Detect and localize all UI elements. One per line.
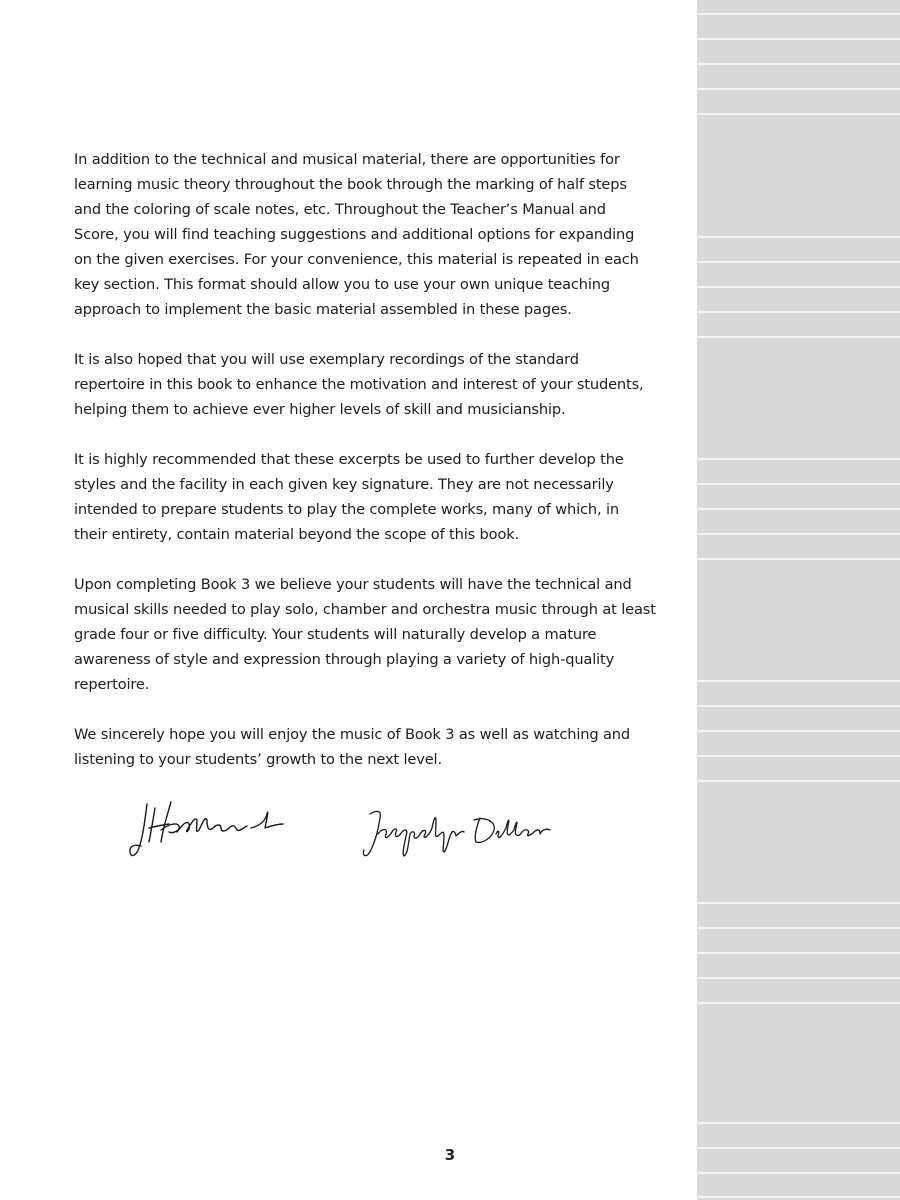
staff-line — [697, 63, 900, 65]
staff-line — [697, 38, 900, 40]
staff-line — [697, 336, 900, 338]
text-line: It is highly recommended that these excerpts be used to further develop the — [74, 451, 624, 468]
staff-line — [697, 1196, 900, 1198]
staff-line — [697, 1147, 900, 1149]
signature-holland — [125, 798, 295, 866]
paragraph-4 — [74, 572, 694, 697]
staff-line — [697, 730, 900, 732]
staff-line — [697, 1172, 900, 1174]
text-line: musical skills needed to play solo, chamber and orchestra music through at least — [74, 601, 656, 618]
staff-line — [697, 13, 900, 15]
text-line: approach to implement the basic material assembled in these pages. — [74, 301, 572, 318]
page-number: 3 — [444, 1146, 456, 1164]
staff-line — [697, 680, 900, 682]
text-line: styles and the facility in each given key signature. They are not necessarily — [74, 476, 614, 493]
staff-line — [697, 311, 900, 313]
paragraph-5 — [74, 722, 694, 772]
staff-paper-margin — [697, 0, 900, 1200]
staff-line — [697, 902, 900, 904]
staff-line — [697, 1002, 900, 1004]
paragraph-1 — [74, 147, 694, 322]
staff-line — [697, 952, 900, 954]
staff-line — [697, 705, 900, 707]
text-line: We sincerely hope you will enjoy the music of Book 3 as well as watching and — [74, 726, 630, 743]
text-line: In addition to the technical and musical material, there are opportunities for — [74, 151, 620, 168]
staff-line — [697, 755, 900, 757]
text-line: on the given exercises. For your convenience, this material is repeated in each — [74, 251, 639, 268]
text-line: repertoire. — [74, 676, 150, 693]
staff-line — [697, 558, 900, 560]
staff-line — [697, 780, 900, 782]
staff-line — [697, 236, 900, 238]
staff-line — [697, 977, 900, 979]
text-line: and the coloring of scale notes, etc. Throughout the Teacher’s Manual and — [74, 201, 606, 218]
text-line: their entirety, contain material beyond the scope of this book. — [74, 526, 520, 543]
staff-line — [697, 88, 900, 90]
text-line: learning music theory throughout the book through the marking of half steps — [74, 176, 627, 193]
staff-line — [697, 261, 900, 263]
paragraph-2 — [74, 347, 694, 422]
signatures — [125, 798, 575, 868]
text-line: helping them to achieve ever higher levels of skill and musicianship. — [74, 401, 566, 418]
staff-line — [697, 113, 900, 115]
text-line: listening to your students’ growth to the next level. — [74, 751, 442, 768]
staff-line — [697, 533, 900, 535]
staff-line — [697, 927, 900, 929]
staff-line — [697, 508, 900, 510]
text-line: grade four or five difficulty. Your students will naturally develop a mature — [74, 626, 597, 643]
signature-dillon — [358, 804, 558, 866]
staff-line — [697, 458, 900, 460]
staff-line — [697, 1122, 900, 1124]
body-text — [74, 147, 694, 797]
staff-line — [697, 483, 900, 485]
text-line: Upon completing Book 3 we believe your students will have the technical and — [74, 576, 632, 593]
paragraph-3 — [74, 447, 694, 547]
text-line: repertoire in this book to enhance the motivation and interest of your students, — [74, 376, 644, 393]
text-line: It is also hoped that you will use exemplary recordings of the standard — [74, 351, 579, 368]
text-line: Score, you will find teaching suggestions and additional options for expanding — [74, 226, 635, 243]
text-line: intended to prepare students to play the complete works, many of which, in — [74, 501, 619, 518]
text-line: awareness of style and expression through playing a variety of high-quality — [74, 651, 615, 668]
staff-line — [697, 286, 900, 288]
text-line: key section. This format should allow you to use your own unique teaching — [74, 276, 610, 293]
